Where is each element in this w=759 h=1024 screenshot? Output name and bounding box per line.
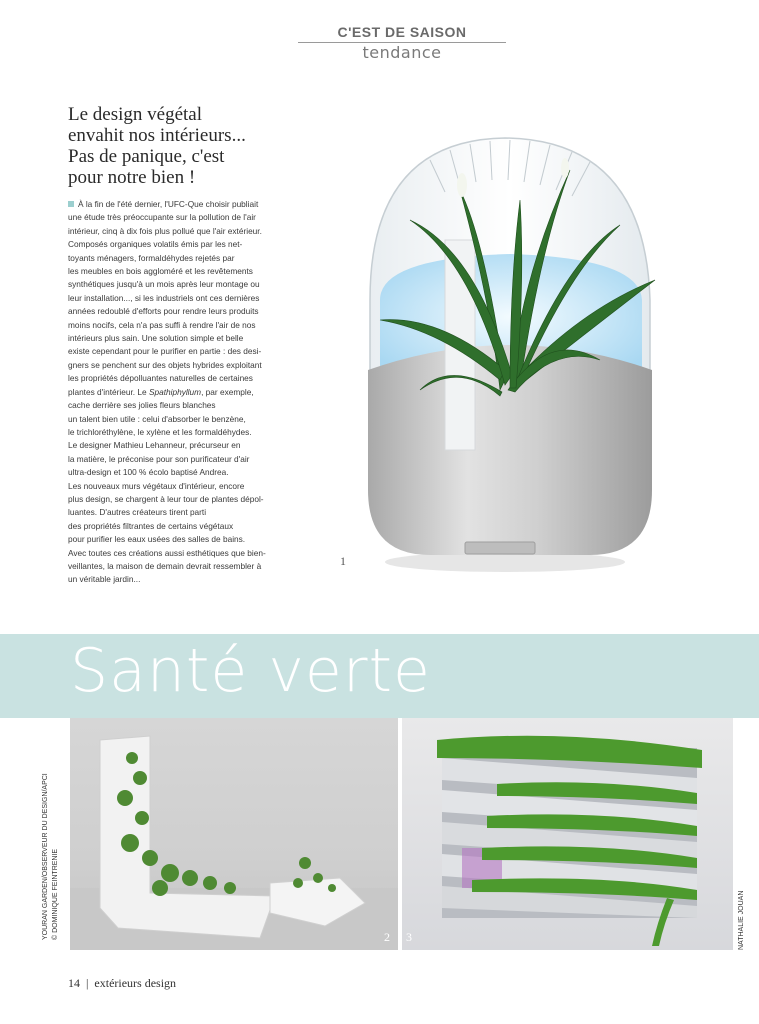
headline-line: pour notre bien ! bbox=[68, 167, 196, 188]
body-line: existe cependant pour le purifier en partie : des desi- bbox=[68, 346, 262, 357]
headline-line: Pas de panique, c'est bbox=[68, 146, 225, 167]
body-line: Composés organiques volatils émis par les net- bbox=[68, 239, 243, 250]
photo-credit-right bbox=[734, 850, 754, 950]
article-headline bbox=[68, 104, 318, 188]
body-line: cache derrière ses jolies fleurs blanches bbox=[68, 400, 216, 411]
body-line: plus design, se chargent à leur tour de plantes dépol- bbox=[68, 493, 264, 504]
green-wall-illustration bbox=[402, 718, 733, 950]
figure-number-3: 3 bbox=[406, 930, 412, 944]
body-line: un talent bien utile : celui d'absorber le benzène, bbox=[68, 413, 246, 424]
body-line: moins nocifs, cela n'a pas suffi à rendre l'air de nos bbox=[68, 319, 256, 330]
body-line: le trichloréthylène, le xylène et les formaldéhydes. bbox=[68, 426, 252, 437]
air-purifier-photo bbox=[350, 130, 680, 600]
page-number: 14 bbox=[68, 976, 80, 990]
page-footer bbox=[68, 976, 176, 991]
credit-right-text: NATHALIE JOUAN bbox=[738, 890, 745, 950]
body-line: pour purifier les eaux usées des salles de bains. bbox=[68, 534, 246, 545]
body-line: intérieurs plus sain. Une solution simple et belle bbox=[68, 333, 244, 344]
headline-line: Le design végétal bbox=[68, 104, 203, 125]
planter-shelves-illustration bbox=[70, 718, 398, 950]
body-line: les propriétés dépolluantes naturelles de certaines bbox=[68, 373, 253, 384]
body-line-first: À la fin de l'été dernier, l'UFC-Que choisir publiait bbox=[68, 198, 318, 211]
body-line: années redoublé d'efforts pour rendre leurs produits bbox=[68, 306, 259, 317]
section-subrubric: tendance bbox=[362, 43, 442, 62]
footer-separator: | bbox=[86, 976, 89, 990]
photo-planter-shelves bbox=[70, 718, 398, 950]
magazine-name: extérieurs design bbox=[94, 976, 177, 990]
figure-number-2: 2 bbox=[384, 930, 390, 944]
body-line: une étude très préoccupante sur la pollution de l'air bbox=[68, 212, 256, 223]
base-slot bbox=[465, 542, 535, 554]
credit-left-line2: © DOMINIQUE FEINTRENIE bbox=[52, 848, 59, 940]
body-line: Le designer Mathieu Lehanneur, précurseur en bbox=[68, 440, 241, 451]
body-line: Les nouveaux murs végétaux d'intérieur, encore bbox=[68, 480, 245, 491]
body-line: toyants ménagers, formaldéhydes rejetés par bbox=[68, 252, 235, 263]
body-line: la matière, le préconise pour son purificateur d'air bbox=[68, 453, 250, 464]
section-rubric: C'EST DE SAISON bbox=[337, 24, 467, 40]
body-line: intérieur, cinq à dix fois plus pollué que l'air extérieur. bbox=[68, 225, 262, 236]
headline-line: envahit nos intérieurs... bbox=[68, 125, 246, 146]
body-line: luantes. D'autres créateurs tirent parti bbox=[68, 507, 207, 518]
body-line: ultra-design et 100 % écolo baptisé Andrea. bbox=[68, 467, 229, 478]
figure-number-1: 1 bbox=[340, 554, 346, 568]
body-line: des propriétés filtrantes de certains végétaux bbox=[68, 520, 234, 531]
body-line: leur installation..., si les industriels ont ces dernières bbox=[68, 292, 260, 303]
body-line: un véritable jardin... bbox=[68, 574, 141, 585]
body-line: gners se penchent sur des objets hybrides exploitant bbox=[68, 359, 262, 370]
photo-credit-left bbox=[36, 760, 70, 940]
photo-green-wall bbox=[402, 718, 733, 950]
credit-left-line1: YOURAN GARDEN/OBSERVEUR DU DESIGN/APCI bbox=[42, 773, 49, 940]
article-body bbox=[68, 198, 318, 587]
plant-name: Spathiphyllum bbox=[148, 386, 202, 397]
paragraph-bullet-icon bbox=[68, 201, 74, 207]
body-line: veillantes, la maison de demain devrait ressembler à bbox=[68, 560, 262, 571]
body-line: synthétiques jusqu'à un mois après leur montage ou bbox=[68, 279, 260, 290]
body-line: les meubles en bois aggloméré et les revêtements bbox=[68, 266, 253, 277]
banner-title: Santé verte bbox=[70, 636, 431, 706]
body-line: Avec toutes ces créations aussi esthétiques que bien- bbox=[68, 547, 266, 558]
body-line-plant: plantes d'intérieur. Le Spathiphyllum, par exemple, bbox=[68, 386, 254, 397]
